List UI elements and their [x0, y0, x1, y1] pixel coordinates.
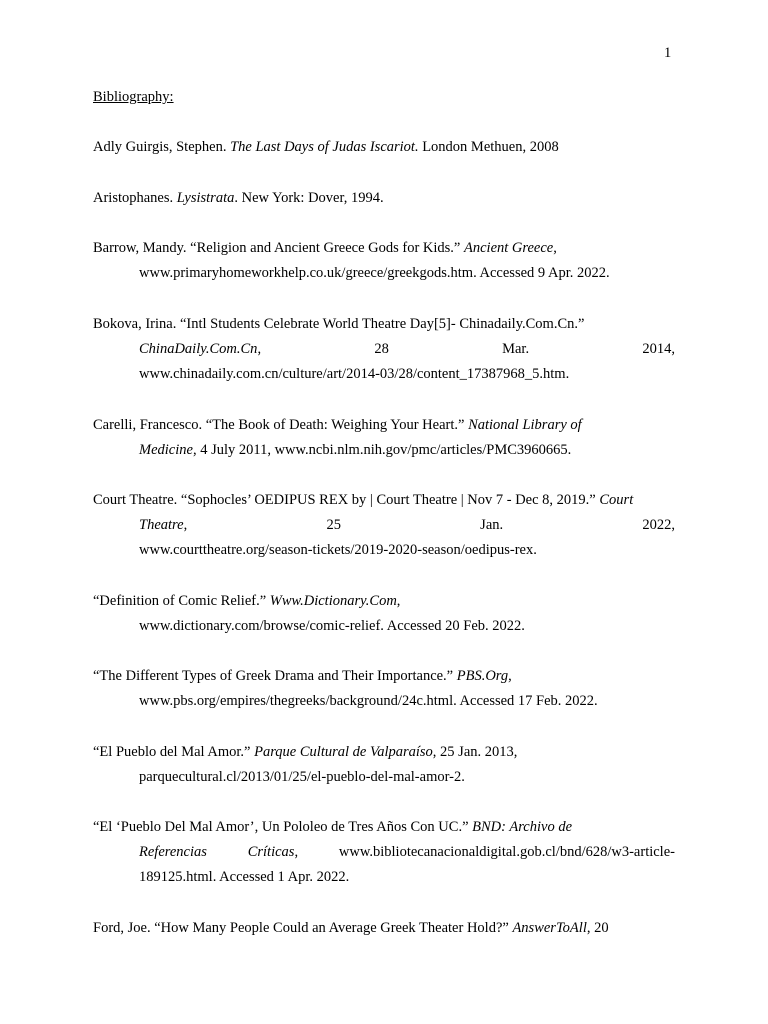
entry-word: Críticas, — [247, 844, 299, 860]
bibliography-entry-line — [139, 340, 675, 358]
bibliography-entry-line — [93, 189, 384, 207]
entry-text: www.dictionary.com/browse/comic-relief. Accessed 20 Feb. 2022. — [139, 618, 525, 634]
entry-italic-text: Parque Cultural de Valparaíso — [254, 744, 433, 760]
entry-text: Ford, Joe. “How Many People Could an Average Greek Theater Hold?” — [93, 920, 513, 936]
entry-text: , 4 July 2011, www.ncbi.nlm.nih.gov/pmc/articles/PMC3960665. — [192, 442, 572, 458]
entry-text: www.primaryhomeworkhelp.co.uk/greece/greekgods.htm. Accessed 9 Apr. 2022. — [139, 265, 610, 281]
bibliography-entry-line — [139, 617, 525, 635]
entry-text: “El ‘Pueblo Del Mal Amor’, Un Pololeo de Tres Años Con UC.” — [93, 819, 473, 835]
entry-word: Theatre, — [139, 517, 188, 533]
entry-text: www.pbs.org/empires/thegreeks/background/24c.html. Accessed 17 Feb. 2022. — [139, 693, 598, 709]
bibliography-entry-line — [93, 239, 557, 257]
entry-word: 2022, — [642, 517, 675, 533]
entry-italic-text: PBS.Org — [456, 668, 509, 684]
entry-word: www.bibliotecanacionaldigital.gob.cl/bnd/628/w3-article- — [338, 844, 675, 860]
entry-italic-text: National Library of — [468, 417, 582, 433]
entry-text: “The Different Types of Greek Drama and Their Importance.” — [93, 668, 457, 684]
entry-word: Jan. — [480, 517, 504, 533]
bibliography-entry-line — [93, 491, 633, 509]
entry-text: Adly Guirgis, Stephen. — [93, 139, 231, 155]
entry-text: www.courttheatre.org/season-tickets/2019-2020-season/oedipus-rex. — [139, 542, 537, 558]
bibliography-entry-line — [139, 365, 569, 383]
entry-italic-text: Lysistrata — [176, 190, 235, 206]
entry-text: , — [508, 668, 512, 684]
entry-italic-text: The Last Days of Judas Iscariot. — [230, 139, 419, 155]
bibliography-entry-line — [93, 315, 584, 333]
entry-word: 28 — [374, 341, 389, 357]
bibliography-entry-line — [93, 592, 400, 610]
entry-text: , — [553, 240, 557, 256]
entry-italic-text: Ancient Greece — [464, 240, 554, 256]
entry-text: , 25 Jan. 2013, — [432, 744, 518, 760]
bibliography-entry-line — [93, 667, 512, 685]
entry-word: 25 — [326, 517, 341, 533]
entry-text: Aristophanes. — [93, 190, 177, 206]
bibliography-entry-line — [93, 818, 572, 836]
entry-italic-text: AnswerToAll — [512, 920, 587, 936]
entry-word: Mar. — [502, 341, 530, 357]
entry-text: www.chinadaily.com.cn/culture/art/2014-03/28/content_17387968_5.htm. — [139, 366, 570, 382]
entry-italic-text: Court — [599, 492, 634, 508]
entry-text: . New York: Dover, 1994. — [234, 190, 384, 206]
bibliography-entry-line — [93, 138, 559, 156]
entry-text: Bokova, Irina. “Intl Students Celebrate World Theatre Day[5]- Chinadaily.Com.Cn.” — [93, 316, 585, 332]
entry-italic-text: BND: Archivo de — [472, 819, 573, 835]
bibliography-heading: Bibliography: — [93, 89, 174, 105]
bibliography-entry-line — [93, 743, 517, 761]
entry-text: 189125.html. Accessed 1 Apr. 2022. — [139, 869, 350, 885]
entry-text: “El Pueblo del Mal Amor.” — [93, 744, 255, 760]
entry-text: , — [396, 593, 401, 609]
bibliography-entry-line — [139, 868, 349, 886]
bibliography-entry-line — [139, 516, 675, 534]
entry-text: Barrow, Mandy. “Religion and Ancient Greece Gods for Kids.” — [93, 240, 464, 256]
entry-text: Carelli, Francesco. “The Book of Death: Weighing Your Heart.” — [93, 417, 469, 433]
bibliography-entry-line — [139, 768, 465, 786]
entry-text: , 20 — [586, 920, 609, 936]
entry-word: ChinaDaily.Com.Cn, — [139, 341, 262, 357]
entry-text: Court Theatre. “Sophocles’ OEDIPUS REX by | Court Theatre | Nov 7 - Dec 8, 2019.” — [93, 492, 600, 508]
entry-text: “Definition of Comic Relief.” — [93, 593, 270, 609]
entry-text: London Methuen, 2008 — [418, 139, 559, 155]
bibliography-entry-line — [139, 692, 598, 710]
bibliography-entry-line — [93, 416, 582, 434]
entry-word: 2014, — [642, 341, 675, 357]
bibliography-entry-line — [139, 441, 571, 459]
page-number: 1 — [664, 45, 672, 61]
entry-italic-text: Medicine — [139, 442, 193, 458]
bibliography-entry-line — [93, 919, 609, 937]
bibliography-entry-line — [139, 843, 675, 861]
entry-text: parquecultural.cl/2013/01/25/el-pueblo-del-mal-amor-2. — [139, 769, 465, 785]
entry-italic-text: Www.Dictionary.Com — [269, 593, 397, 609]
bibliography-entry-line — [139, 541, 537, 559]
entry-word: Referencias — [139, 844, 207, 860]
bibliography-entry-line — [139, 264, 610, 282]
